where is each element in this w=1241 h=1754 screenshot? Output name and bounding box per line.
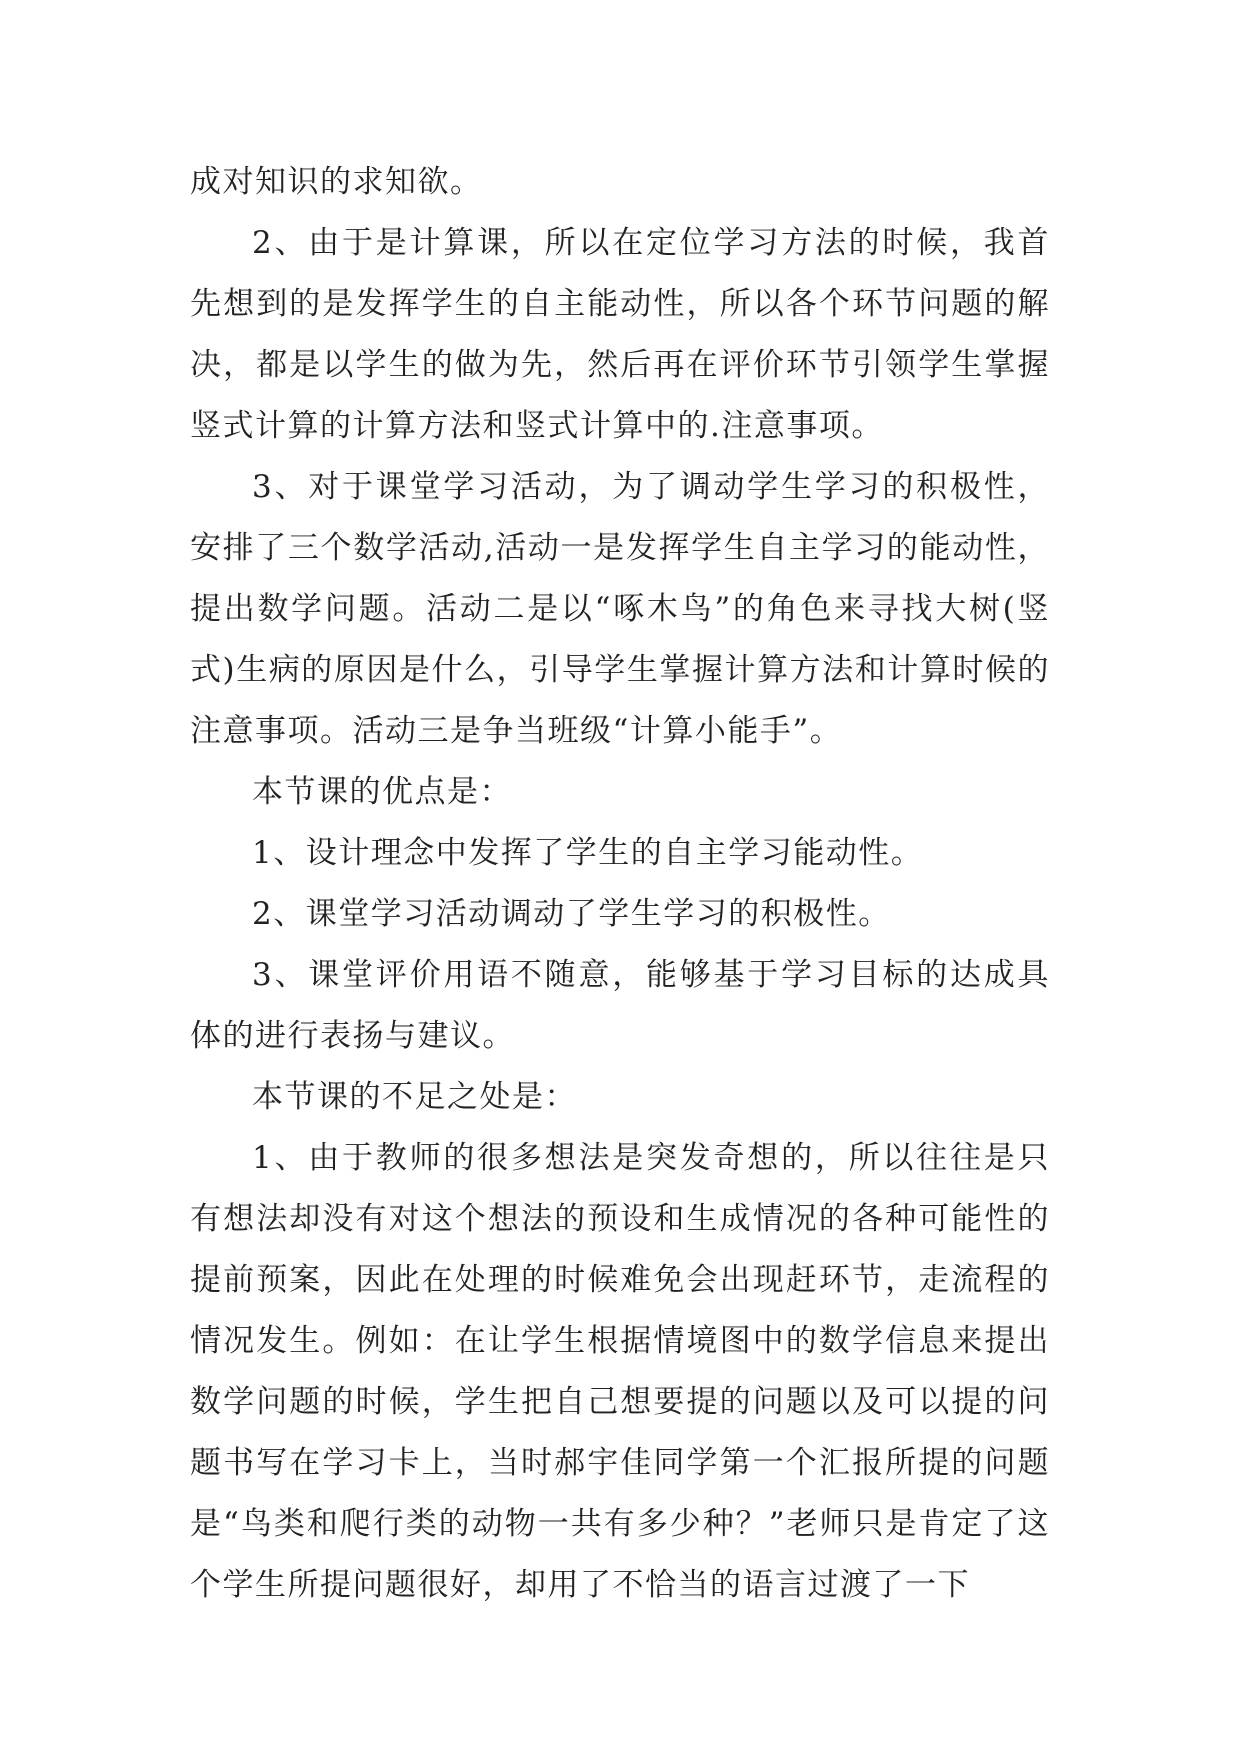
paragraph-point-3-activities: 3、对于课堂学习活动，为了调动学生学习的积极性，安排了三个数学活动,活动一是发挥学生自主学习的能动性，提出数学问题。活动二是以“啄木鸟”的角色来寻找大树(竖式)生病的原因是什么，引导学生掌握计算方法和计算时候的注意事项。活动三是争当班级“计算小能手”。 [190, 469, 1050, 749]
weakness-item-1: 1、由于教师的很多想法是突发奇想的，所以往往是只有想法却没有对这个想法的预设和生成情况的各种可能性的提前预案，因此在处理的时候难免会出现赶环节，走流程的情况发生。例如：在让学生根据情境图中的数学信息来提出数学问题的时候，学生把自己想要提的问题以及可以提的问题书写在学习卡上，当时郝宇佳同学第一个汇报所提的问题是“鸟类和爬行类的动物一共有多少种？”老师只是肯定了这个学生所提问题很好，却用了不恰当的语言过渡了一下 [190, 1140, 1050, 1603]
strength-item-2: 2、课堂学习活动调动了学生学习的积极性。 [252, 896, 891, 932]
document-body [190, 152, 1050, 1616]
paragraph-continuation: 成对知识的求知欲。 [190, 164, 483, 200]
strength-item-1: 1、设计理念中发挥了学生的自主学习能动性。 [252, 835, 924, 871]
paragraph-point-2-method: 2、由于是计算课，所以在定位学习方法的时候，我首先想到的是发挥学生的自主能动性，所以各个环节问题的解决，都是以学生的做为先，然后再在评价环节引领学生掌握竖式计算的计算方法和竖式计算中的.注意事项。 [190, 225, 1050, 444]
heading-strengths: 本节课的优点是： [252, 774, 512, 810]
heading-weaknesses: 本节课的不足之处是： [252, 1079, 577, 1115]
strength-item-3: 3、课堂评价用语不随意，能够基于学习目标的达成具体的进行表扬与建议。 [190, 957, 1050, 1054]
